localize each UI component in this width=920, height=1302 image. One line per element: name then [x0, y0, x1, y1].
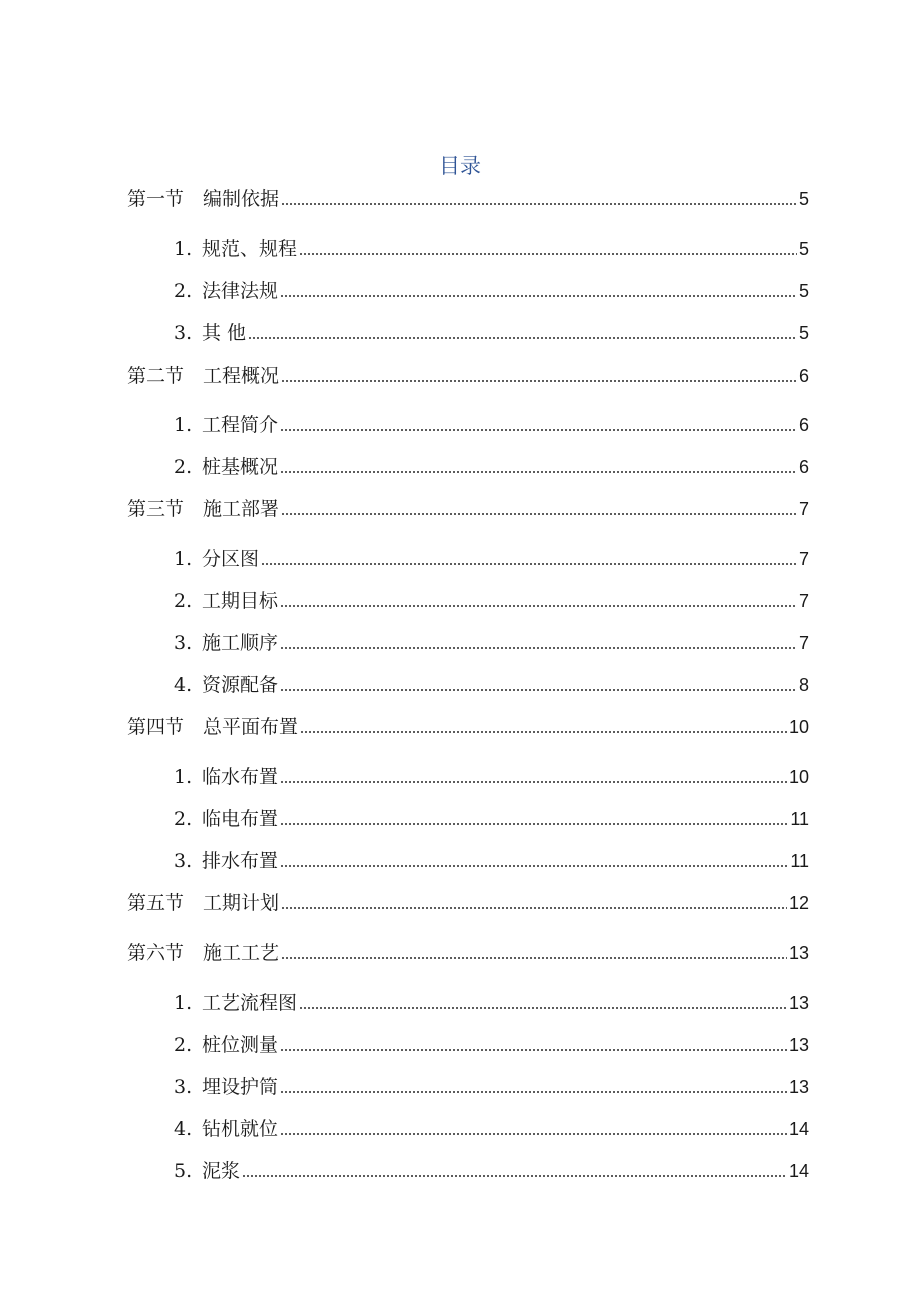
toc-page-number: 5	[798, 189, 809, 209]
toc-entry-label: 施工工艺	[203, 942, 280, 964]
toc-page-number: 6	[798, 415, 809, 435]
toc-entry-label: 临电布置	[202, 808, 279, 830]
toc-page-number: 5	[798, 239, 809, 259]
toc-dot-leader	[280, 781, 787, 783]
toc-page-number: 6	[798, 366, 809, 386]
toc-entry-label: 埋设护筒	[202, 1076, 279, 1098]
toc-entry-label: 其 他	[202, 322, 247, 344]
toc-page-number: 12	[788, 893, 809, 913]
toc-dot-leader	[281, 203, 797, 205]
toc-entry-number: 2.	[174, 590, 193, 612]
toc-subsection-entry[interactable]	[174, 319, 809, 347]
toc-entry-label: 工程概况	[203, 365, 280, 387]
toc-entry-label: 钻机就位	[202, 1118, 279, 1140]
toc-entry-number: 1.	[174, 414, 193, 436]
toc-dot-leader	[281, 380, 797, 382]
toc-page-number: 13	[788, 943, 809, 963]
toc-entry-label: 工期目标	[202, 590, 279, 612]
toc-page-number: 10	[788, 717, 809, 737]
toc-dot-leader	[280, 605, 797, 607]
toc-entry-number: 3.	[174, 1076, 193, 1098]
toc-page-number: 10	[788, 767, 809, 787]
toc-entry-number: 2.	[174, 280, 193, 302]
toc-subsection-entry[interactable]	[174, 671, 809, 699]
toc-page-number: 5	[798, 281, 809, 301]
toc-dot-leader	[300, 731, 787, 733]
toc-subsection-entry[interactable]	[174, 1157, 809, 1185]
toc-subsection-entry[interactable]	[174, 235, 809, 263]
toc-dot-leader	[299, 1007, 787, 1009]
toc-section-entry[interactable]	[127, 939, 809, 967]
toc-page-number: 13	[788, 1077, 809, 1097]
toc-dot-leader	[248, 337, 797, 339]
toc-page-number: 11	[790, 851, 809, 871]
toc-dot-leader	[299, 253, 797, 255]
toc-entry-label: 规范、规程	[202, 238, 298, 260]
toc-section-entry[interactable]	[127, 362, 809, 390]
toc-dot-leader	[280, 865, 788, 867]
toc-entry-label: 施工部署	[203, 498, 280, 520]
toc-entry-number: 第五节	[127, 892, 185, 914]
toc-dot-leader	[281, 513, 797, 515]
toc-entry-number: 3.	[174, 850, 193, 872]
toc-entry-label: 分区图	[202, 548, 260, 570]
toc-dot-leader	[280, 295, 797, 297]
toc-subsection-entry[interactable]	[174, 847, 809, 875]
toc-page-number: 7	[798, 591, 809, 611]
toc-subsection-entry[interactable]	[174, 629, 809, 657]
toc-dot-leader	[281, 907, 787, 909]
toc-entry-number: 1.	[174, 992, 193, 1014]
toc-subsection-entry[interactable]	[174, 1115, 809, 1143]
toc-subsection-entry[interactable]	[174, 587, 809, 615]
toc-entry-number: 2.	[174, 808, 193, 830]
toc-page-number: 13	[788, 1035, 809, 1055]
toc-dot-leader	[280, 1049, 787, 1051]
toc-entry-number: 3.	[174, 322, 193, 344]
toc-entry-label: 桩基概况	[202, 456, 279, 478]
toc-entry-number: 4.	[174, 674, 193, 696]
toc-entry-label: 法律法规	[202, 280, 279, 302]
toc-dot-leader	[280, 1133, 787, 1135]
toc-section-entry[interactable]	[127, 495, 809, 523]
toc-section-entry[interactable]	[127, 713, 809, 741]
toc-subsection-entry[interactable]	[174, 989, 809, 1017]
toc-section-entry[interactable]	[127, 889, 809, 917]
toc-entry-number: 第一节	[127, 188, 185, 210]
toc-entry-label: 工期计划	[203, 892, 280, 914]
toc-entry-label: 排水布置	[202, 850, 279, 872]
toc-subsection-entry[interactable]	[174, 277, 809, 305]
toc-page-number: 14	[788, 1119, 809, 1139]
toc-entry-number: 第六节	[127, 942, 185, 964]
toc-page-number: 8	[798, 675, 809, 695]
toc-dot-leader	[242, 1175, 787, 1177]
toc-subsection-entry[interactable]	[174, 1073, 809, 1101]
toc-dot-leader	[280, 647, 797, 649]
toc-entry-label: 泥浆	[202, 1160, 241, 1182]
toc-entry-label: 临水布置	[202, 766, 279, 788]
toc-entry-label: 资源配备	[202, 674, 279, 696]
toc-entry-number: 第二节	[127, 365, 185, 387]
toc-page-number: 7	[798, 633, 809, 653]
toc-entry-label: 工艺流程图	[202, 992, 298, 1014]
toc-subsection-entry[interactable]	[174, 1031, 809, 1059]
toc-page-number: 11	[790, 809, 809, 829]
toc-page-number: 14	[788, 1161, 809, 1181]
toc-page-number: 7	[798, 499, 809, 519]
toc-page-number: 5	[798, 323, 809, 343]
toc-page-number: 6	[798, 457, 809, 477]
toc-subsection-entry[interactable]	[174, 763, 809, 791]
toc-entry-label: 施工顺序	[202, 632, 279, 654]
toc-entry-number: 1.	[174, 548, 193, 570]
toc-dot-leader	[261, 563, 797, 565]
toc-page-number: 7	[798, 549, 809, 569]
toc-subsection-entry[interactable]	[174, 545, 809, 573]
toc-page-number: 13	[788, 993, 809, 1013]
toc-entry-number: 5.	[174, 1160, 193, 1182]
toc-entry-number: 4.	[174, 1118, 193, 1140]
toc-entry-label: 总平面布置	[203, 716, 299, 738]
toc-dot-leader	[280, 823, 788, 825]
toc-entry-label: 编制依据	[203, 188, 280, 210]
toc-subsection-entry[interactable]	[174, 805, 809, 833]
toc-section-entry[interactable]	[127, 185, 809, 213]
toc-entry-number: 2.	[174, 456, 193, 478]
toc-entry-number: 3.	[174, 632, 193, 654]
toc-dot-leader	[280, 689, 797, 691]
toc-dot-leader	[281, 957, 787, 959]
toc-entry-label: 工程简介	[202, 414, 279, 436]
toc-subsection-entry[interactable]	[174, 411, 809, 439]
toc-dot-leader	[280, 471, 797, 473]
toc-entry-number: 1.	[174, 238, 193, 260]
toc-entry-number: 第四节	[127, 716, 185, 738]
toc-title: 目录	[439, 154, 481, 178]
toc-entry-number: 1.	[174, 766, 193, 788]
toc-subsection-entry[interactable]	[174, 453, 809, 481]
toc-entry-number: 2.	[174, 1034, 193, 1056]
toc-entry-number: 第三节	[127, 498, 185, 520]
toc-dot-leader	[280, 429, 797, 431]
toc-entry-label: 桩位测量	[202, 1034, 279, 1056]
toc-dot-leader	[280, 1091, 787, 1093]
